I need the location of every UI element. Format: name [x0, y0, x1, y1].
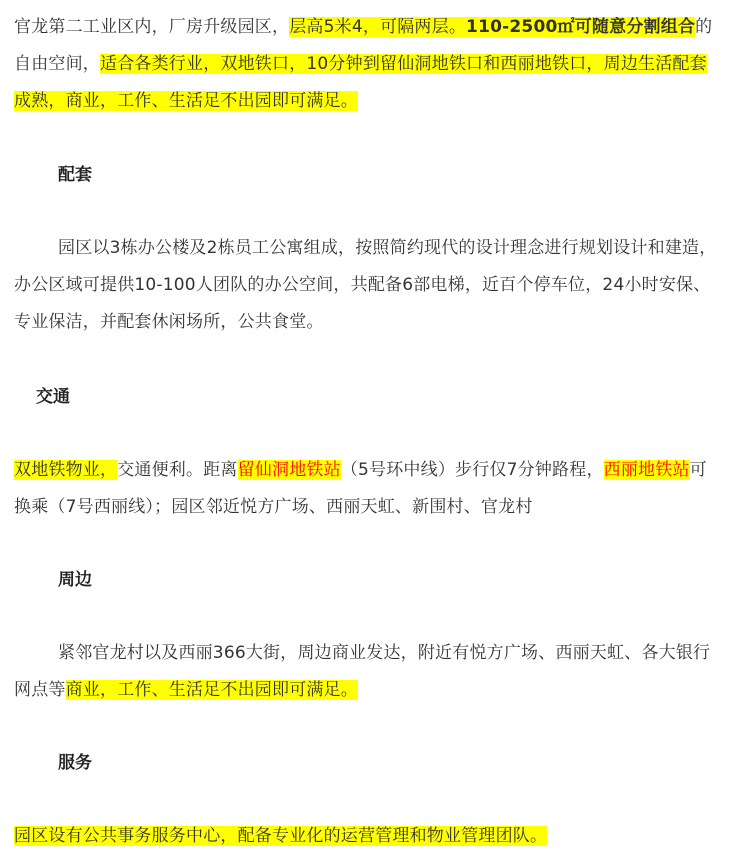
surroundings-text: 紧邻官龙村以及西丽366大街，周边商业发达，附近有悦方广场、西丽天虹、各大银行网点等: [14, 643, 711, 700]
liuxiandong-station: 留仙洞地铁站: [237, 460, 341, 480]
transport-paragraph: [14, 452, 720, 526]
intro-features-highlight: 适合各类行业，双地铁口，10分钟到留仙洞地铁口和西丽地铁口，周边生活配套成熟，商业，工作、生活足不出园即可满足。: [14, 54, 707, 111]
intro-ceiling-highlight: 层高5米4，可隔两层。: [289, 17, 467, 37]
transport-text-3: 可换乘（7号西丽线）；园区邻近悦方广场、西丽天虹、新围村、官龙村: [14, 460, 707, 517]
surroundings-highlight: 商业，工作、生活足不出园即可满足。: [65, 680, 359, 700]
service-heading: 服务: [58, 753, 92, 773]
intro-text-2: 的自由空间，: [14, 17, 713, 74]
transport-metro-highlight: 双地铁物业，: [14, 460, 118, 480]
transport-text-2: （5号环中线）步行仅7分钟路程，: [340, 460, 604, 480]
xili-station: 西丽地铁站: [603, 460, 690, 480]
intro-paragraph: [14, 9, 720, 120]
intro-area-highlight: 110-2500㎡可随意分割组合: [466, 17, 696, 37]
facilities-paragraph: 园区以3栋办公楼及2栋员工公寓组成，按照简约现代的设计理念进行规划设计和建造，办公区域可提供10-100人团队的办公空间，共配备6部电梯，近百个停车位，24小时安保、专业保洁，并配套休闲场所，公共食堂。: [14, 238, 717, 332]
surroundings-paragraph: [14, 635, 720, 709]
transport-text-1: 交通便利。距离: [117, 460, 238, 480]
facilities-heading: 配套: [58, 165, 92, 185]
service-highlight: 园区设有公共事务服务中心，配备专业化的运营管理和物业管理团队。: [14, 826, 548, 846]
surroundings-heading: 周边: [58, 570, 92, 590]
intro-text-1: 官龙第二工业区内，厂房升级园区，: [14, 17, 290, 37]
service-paragraph: [14, 818, 547, 855]
transport-heading: 交通: [36, 387, 70, 407]
